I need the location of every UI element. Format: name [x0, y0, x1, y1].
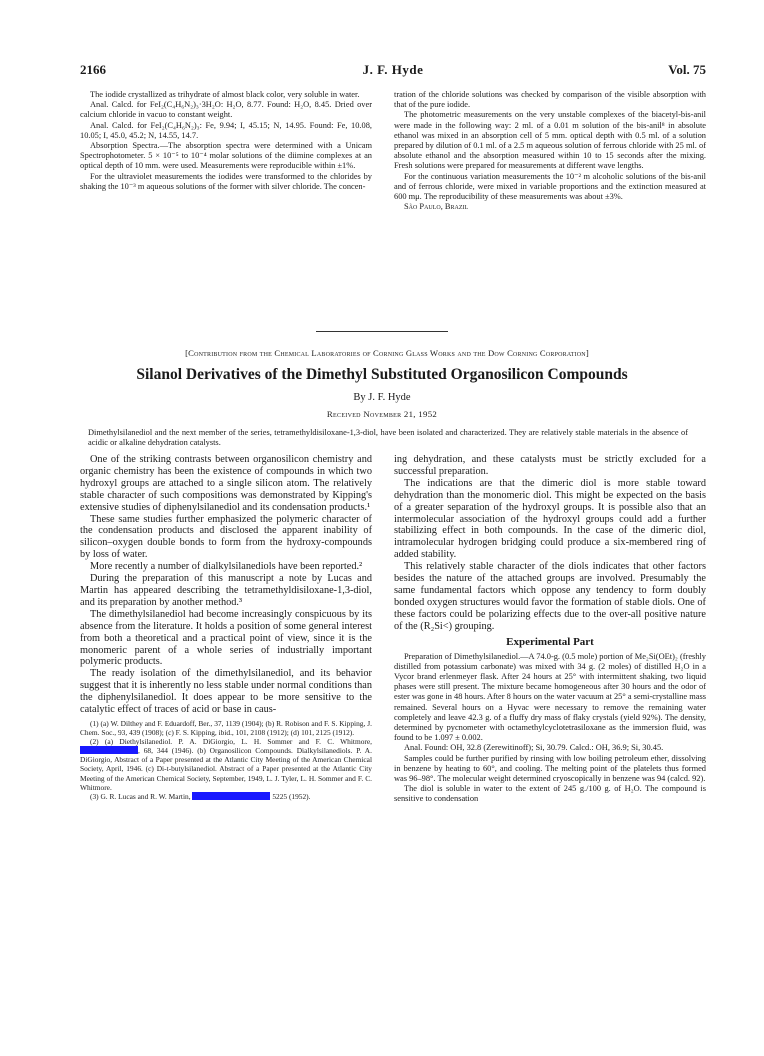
experimental-section: [394, 652, 706, 805]
footnotes: [80, 719, 372, 801]
paragraph: Samples could be further purified by rinsing with low boiling petroleum ether, dissolving in benzene by heating to 60°, and cooling. The melting point of the platelets thus formed was 96–98°. The molecular weight determined cryoscopically in benzene was 94 (calcd. 92).: [394, 753, 706, 783]
previous-article-right-column: [394, 90, 706, 212]
previous-article-left-column: [80, 90, 372, 192]
abstract: Dimethylsilanediol and the next member of the series, tetramethyldisiloxane-1,3-diol, have been isolated and characterized. They are relatively stable materials in the absence of acidic or alkaline dehydration catalysts.: [88, 428, 688, 448]
footnote-text: (3) G. R. Lucas and R. W. Martin,: [90, 791, 191, 801]
redaction-bar: [80, 746, 138, 754]
footnote-2: [80, 737, 372, 792]
header-author: J. F. Hyde: [362, 62, 424, 77]
paragraph: Anal. Calcd. for FeI₂(C₄H₆N₂)₃: Fe, 9.94; I, 45.15; N, 14.95. Found: Fe, 10.08, 10.05; I, 45.0, 45.2; N, 14.55, 14.7.: [80, 120, 372, 140]
body-right-column: [394, 454, 706, 805]
footnote-3: [80, 792, 372, 801]
section-heading: Experimental Part: [506, 635, 594, 648]
received-date: Received November 21, 1952: [326, 409, 438, 419]
paragraph: Preparation of Dimethylsilanediol.—A 74.0-g. (0.5 mole) portion of Me₂Si(OEt)₂ (freshly distilled from potassium carbonate) was mixed with 34 g. (2 moles) of distilled H₂O in a Vycor brand erlenmeyer flask. After 24 hours at 25° with intermittent shaking, two liquid phases were still present. The mixture became homogeneous after 30 hours and the odor of ester was gone in 48 hours. After 8 hours on the water vacuum at 25° a semi-crystalline mass remained. Several hours on a Hyvac were necessary to remove the remaining water completely and leave 42.3 g. of a fluffy dry mass of flaky crystals (yield 92%). The density, determined by pycnometer with octamethylcyclotetrasiloxane as the immersion fluid, was found to be 1.097 ± 0.002.: [394, 651, 706, 743]
running-header: [80, 62, 706, 80]
paragraph: Anal. Calcd. for FeI₂(C₄H₆N₂)₃·3H₂O: H₂O, 8.77. Found: H₂O, 8.45. Dried over calcium chloride in vacuo to constant weight.: [80, 100, 372, 120]
paragraph: Anal. Found: OH, 32.8 (Zerewitinoff); Si, 30.79. Calcd.: OH, 36.9; Si, 30.45.: [404, 743, 664, 753]
article-title: Silanol Derivatives of the Dimethyl Substituted Organosilicon Compounds: [136, 366, 628, 383]
paragraph: More recently a number of dialkylsilanediols have been reported.²: [90, 561, 363, 573]
contribution-line: [Contribution from the Chemical Laboratories of Corning Glass Works and the Dow Corning Corporation]: [185, 348, 589, 358]
paragraph: For the ultraviolet measurements the iodides were transformed to the chlorides by shaking the 10⁻³ m aqueous solutions of the former with silver chloride. The concen-: [80, 171, 372, 191]
paragraph: The iodide crystallized as trihydrate of almost black color, very soluble in water.: [90, 90, 360, 99]
paragraph: ing dehydration, and these catalysts must be strictly excluded for a successful preparation.: [394, 454, 706, 477]
body-left-column: [80, 454, 372, 801]
section-divider: [316, 331, 448, 332]
affiliation-place: São Paulo, Brazil: [404, 202, 469, 212]
paragraph: During the preparation of this manuscript a note by Lucas and Martin has appeared describing the tetramethyldisiloxane-1,3-diol, and its preparation by another method.³: [80, 573, 372, 608]
paragraph: The indications are that the dimeric diol is more stable toward dehydration than the monomeric diol. This might be expected on the basis of a greater separation of the hydroxyl groups. It is possible also that an intermolecular association of the hydroxyl groups could add a further stabilizing effect in both compounds. In the case of the dimeric diol, intramolecular hydrogen bridging could produce a six-membered ring of added stability.: [394, 477, 706, 561]
paragraph: The photometric measurements on the very unstable complexes of the biacetyl-bis-anil were made in the following way: 2 ml. of a 0.01 m solution of the bis-anil⁸ in absolute ethanol was mixed in an absorption cell of 5 mm. optical depth with 0.5 ml. of a solution prepared by dilution of 0.1 ml. of a 2.5 m aqueous solution of ferrous chloride with 25 ml. of absolute ethanol and the absorption measured within 10 to 15 seconds after the mixing. Fresh solutions were prepared for measurements at different wave lengths.: [394, 110, 706, 171]
redaction-bar: [192, 792, 270, 800]
page-number: 2166: [80, 62, 106, 77]
paragraph: For the continuous variation measurements the 10⁻² m alcoholic solutions of the bis-anil and of ferrous chloride, were mixed in variable proportions and the extinction measured at 600 mμ. The reproducibility of these measurements was about ±3%.: [394, 171, 706, 202]
footnote-text: 5225 (1952).: [272, 791, 311, 801]
paragraph: Absorption Spectra.—The absorption spectra were determined with a Unicam Spectrophotometer. 5 × 10⁻⁵ to 10⁻⁴ molar solutions of the diimine complexes at an optical depth of 10 mm. were used. Measurements were reproducible within ±1%.: [80, 141, 372, 171]
volume-label: Vol. 75: [668, 62, 706, 77]
footnote-1: (1) (a) W. Dilthey and F. Eduardoff, Ber., 37, 1139 (1904); (b) R. Robison and F. S. Kipping, J. Chem. Soc., 93, 439 (1908); (c) F. S. Kipping, ibid., 101, 2108 (1912); (d) 101, 2125 (1912).: [80, 718, 372, 738]
paragraph: tration of the chloride solutions was checked by comparison of the visible absorption with that of the pure iodide.: [394, 90, 706, 110]
paragraph: These same studies further emphasized the polymeric character of the condensation products and disclosed the apparent inability of silicon–oxygen double bonds to form from the hydroxy-compounds by loss of water.: [80, 513, 372, 561]
paragraph: The diol is soluble in water to the extent of 245 g./100 g. of H₂O. The compound is sensitive to condensation: [394, 784, 706, 804]
paragraph: One of the striking contrasts between organosilicon chemistry and organic chemistry has been the existence of compounds in which two hydroxyl groups are attached to a single silicon atom. The relatively stable character of such compositions was demonstrated by Kipping's extensive studies of diphenylsilanediol and its condensation products.¹: [80, 454, 372, 513]
footnote-text: , 68, 344 (1946). (b) Organosilicon Compounds. Dialkylsilanediols. P. A. DiGiorgio, Abstract of a Paper presented at the Atlantic City Meeting of the American Chemical Society, April, 1946. (c) Di-t-butylsilanediol. Abstract of a Paper presented at the Atlantic City Meeting of the American Chemical Society, September, 1949, L. J. Tyler, L. H. Sommer and F. C. Whitmore.: [80, 746, 372, 792]
paragraph: The ready isolation of the dimethylsilanediol, and its behavior suggest that it is inherently no less stable under normal conditions than the diphenylsilanediol. It does appear to be more sensitive to the catalytic effect of traces of acid or base in caus-: [80, 668, 372, 716]
paragraph: The dimethylsilanediol had become increasingly conspicuous by its absence from the literature. It holds a position of some general interest from both a theoretical and a practical point of view, since it is the monomeric parent of a whole series of industrially important polymeric products.: [80, 608, 372, 668]
paragraph: This relatively stable character of the diols indicates that other factors besides the nature of the attached groups are involved. Presumably the same fundamental factors which oppose any tendency to form doubly bonded oxygen structures would favor the formation of stable diols. One of these factors could be polarizing effects due to the over-all positive nature of the (R₂Si<) grouping.: [394, 561, 706, 632]
footnote-text: (2) (a) Diethylsilanediol. P. A. DiGiorgio, L. H. Sommer and F. C. Whitmore,: [90, 737, 372, 747]
byline: By J. F. Hyde: [353, 392, 411, 403]
